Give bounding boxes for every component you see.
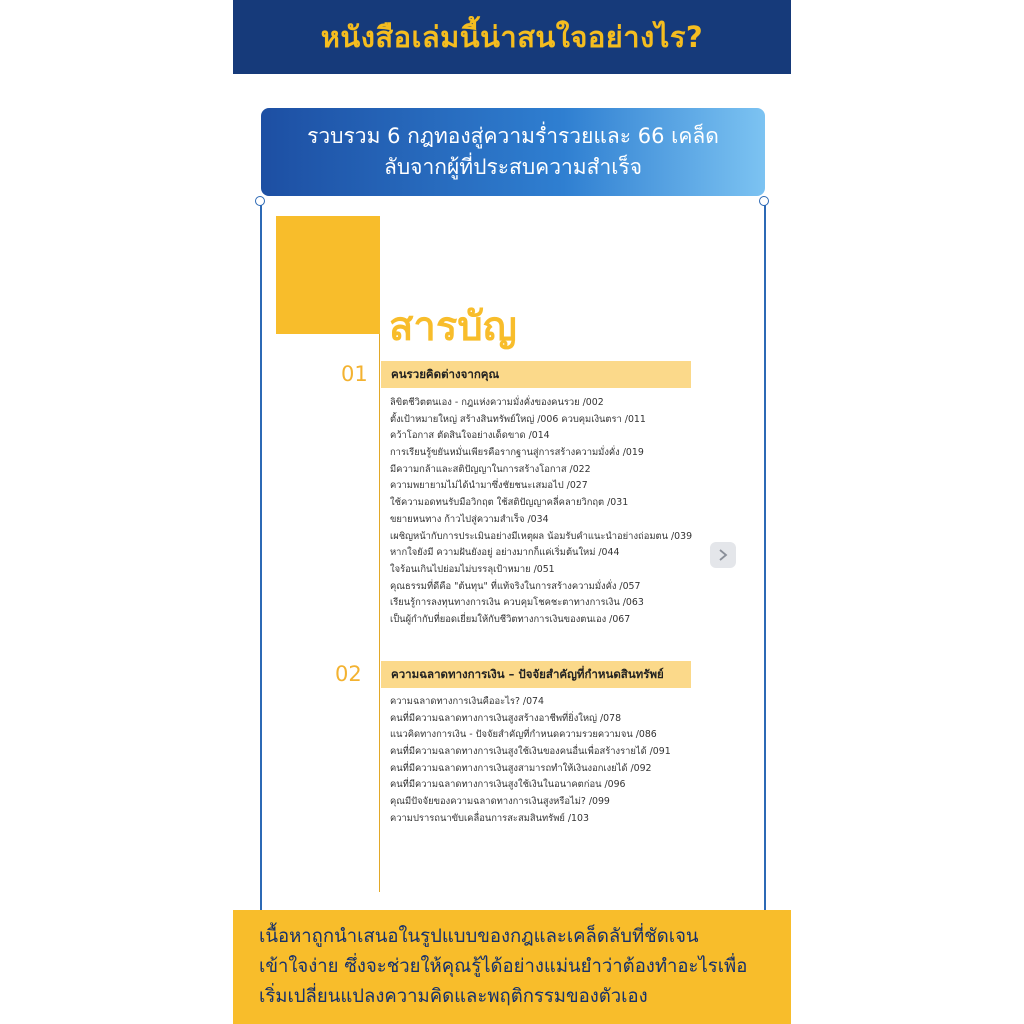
section-heading-01 — [381, 361, 691, 388]
toc-item[interactable]: ความปรารถนาขับเคลื่อนการสะสมสินทรัพย์ /103 — [390, 812, 589, 824]
toc-item[interactable]: หากใจยังมี ความฝันยังอยู่ อย่างมากก็แค่เริ่มต้นใหม่ /044 — [390, 547, 620, 559]
footer-line-3: เริ่มเปลี่ยนแปลงความคิดและพฤติกรรมของตัวเอง — [259, 986, 648, 1007]
chevron-right-icon — [717, 548, 729, 562]
section-02-list — [390, 694, 671, 828]
toc-item[interactable]: คนที่มีความฉลาดทางการเงินสูงใช้เงินของคนอื่นเพื่อสร้างรายได้ /091 — [390, 746, 671, 758]
toc-item[interactable]: คว้าโอกาส ตัดสินใจอย่างเด็ดขาด /014 — [390, 430, 550, 442]
toc-item[interactable]: แนวคิดทางการเงิน - ปัจจัยสำคัญที่กำหนดความรวยความจน /086 — [390, 729, 657, 741]
left-frame-line — [260, 202, 262, 910]
section-01-list — [390, 395, 692, 629]
next-page-button[interactable] — [710, 542, 736, 568]
page-title: หนังสือเล่มนี้น่าสนใจอย่างไร? — [320, 20, 704, 54]
section-number-02: 02 — [335, 662, 362, 686]
toc-item[interactable]: ความฉลาดทางการเงินคืออะไร? /074 — [390, 696, 544, 707]
toc-item[interactable]: ใจร้อนเกินไปย่อมไม่บรรลุเป้าหมาย /051 — [390, 563, 555, 575]
footer-line-1: เนื้อหาถูกนำเสนอในรูปแบบของกฎและเคล็ดลับที่ชัดเจน — [259, 926, 699, 947]
section-heading-label: ความฉลาดทางการเงิน – ปัจจัยสำคัญที่กำหนดสินทรัพย์ — [391, 666, 664, 681]
toc-item[interactable]: ความพยายามไม่ได้นำมาซึ่งชัยชนะเสมอไป /027 — [390, 480, 588, 492]
highlight-line-2: ลับจากผู้ที่ประสบความสำเร็จ — [383, 155, 643, 179]
right-frame-line — [764, 202, 766, 910]
footer-line-2: เข้าใจง่าย ซึ่งจะช่วยให้คุณรู้ได้อย่างแม่นยำว่าต้องทำอะไรเพื่อ — [259, 956, 748, 977]
toc-item[interactable]: คุณธรรมที่ดีคือ "ต้นทุน" ที่แท้จริงในการสร้างความมั่งคั่ง /057 — [390, 580, 641, 592]
toc-item[interactable]: เรียนรู้การลงทุนทางการเงิน ควบคุมโชคชะตาทางการเงิน /063 — [390, 597, 644, 609]
section-number-01: 01 — [341, 362, 368, 386]
footer-banner — [233, 910, 791, 1024]
toc-accent-block — [276, 216, 380, 334]
header-banner — [233, 0, 791, 74]
toc-divider-line — [379, 334, 380, 892]
section-heading-02 — [381, 661, 691, 688]
toc-item[interactable]: เผชิญหน้ากับการประเมินอย่างมีเหตุผล น้อมรับคำแนะนำอย่างถ่อมตน /039 — [390, 530, 693, 542]
toc-item[interactable]: คุณมีปัจจัยของความฉลาดทางการเงินสูงหรือไม่? /099 — [390, 796, 610, 808]
highlight-line-1: รวบรวม 6 กฎทองสู่ความร่ำรวยและ 66 เคล็ด — [307, 124, 719, 148]
toc-item[interactable]: ขยายหนทาง ก้าวไปสู่ความสำเร็จ /034 — [390, 513, 549, 525]
toc-item[interactable]: ใช้ความอดทนรับมือวิกฤต ใช้สติปัญญาคลี่คลายวิกฤต /031 — [390, 497, 629, 509]
toc-item[interactable]: เป็นผู้กำกับที่ยอดเยี่ยมให้กับชีวิตทางการเงินของตนเอง /067 — [390, 613, 631, 625]
highlight-box — [261, 108, 765, 196]
toc-title: สารบัญ — [389, 304, 517, 350]
toc-item[interactable]: คนที่มีความฉลาดทางการเงินสูงใช้เงินในอนาคตก่อน /096 — [390, 779, 626, 791]
toc-item[interactable]: คนที่มีความฉลาดทางการเงินสูงสร้างอาชีพที่ยิ่งใหญ่ /078 — [390, 712, 622, 724]
promo-panel — [233, 0, 791, 1024]
toc-item[interactable]: คนที่มีความฉลาดทางการเงินสูงสามารถทำให้เงินงอกเงยได้ /092 — [390, 762, 652, 774]
right-frame-dot — [759, 196, 769, 206]
section-heading-label: คนรวยคิดต่างจากคุณ — [391, 366, 500, 381]
toc-item[interactable]: การเรียนรู้ขยันหมั่นเพียรคือรากฐานสู่การสร้างความมั่งคั่ง /019 — [390, 447, 644, 459]
toc-item[interactable]: ลิขิตชีวิตตนเอง - กฎแห่งความมั่งคั่งของคนรวย /002 — [390, 397, 604, 408]
left-frame-dot — [255, 196, 265, 206]
toc-item[interactable]: ตั้งเป้าหมายใหญ่ สร้างสินทรัพย์ใหญ่ /006 ควบคุมเงินตรา /011 — [390, 413, 646, 425]
toc-item[interactable]: มีความกล้าและสติปัญญาในการสร้างโอกาส /022 — [390, 463, 591, 475]
